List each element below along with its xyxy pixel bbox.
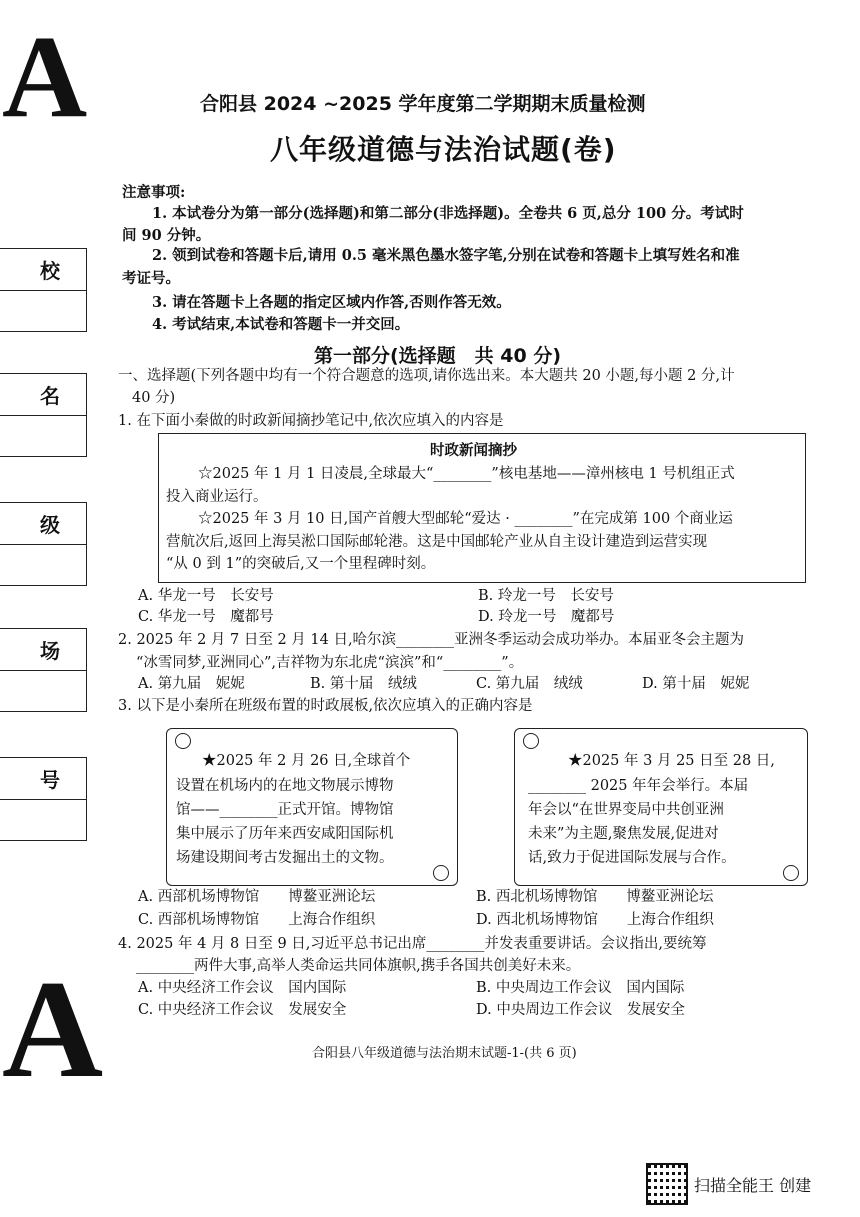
q3-right-line3: 年会以“在世界变局中共创亚洲 — [528, 802, 724, 818]
q3-right-line1: ★2025 年 3 月 25 日至 28 日, — [568, 753, 775, 769]
q2-stem-b: “冰雪同梦,亚洲同心”,吉祥物为东北虎“滨滨”和“________”。 — [136, 655, 524, 671]
q3-right-line4: 未来”为主题,聚焦发展,促进对 — [528, 826, 719, 842]
notice-item-2a: 2. 领到试卷和答题卡后,请用 0.5 毫米黑色墨水签字笔,分别在试卷和答题卡上填写姓名和准 — [152, 247, 740, 264]
corner-letter-bottom: A — [2, 952, 104, 1107]
sidebar-school-box — [0, 248, 87, 332]
sidebar-room-box — [0, 628, 87, 712]
q1-option-c[interactable]: C. 华龙一号 魔都号 — [138, 609, 274, 625]
q3-option-c[interactable]: C. 西部机场博物馆 上海合作组织 — [138, 912, 376, 928]
sidebar-name-box — [0, 373, 87, 457]
q1-stem: 1. 在下面小秦做的时政新闻摘抄笔记中,依次应填入的内容是 — [118, 413, 504, 429]
q3-left-line3: 馆——________正式开馆。博物馆 — [176, 802, 394, 818]
scroll-curl-icon — [433, 865, 449, 881]
q1-option-d[interactable]: D. 玲龙一号 魔都号 — [478, 609, 615, 625]
part1-instructions-a: 一、选择题(下列各题中均有一个符合题意的选项,请你选出来。本大题共 20 小题,每小题 2 分,计 — [118, 368, 735, 384]
q3-right-line2: ________ 2025 年年会举行。本届 — [528, 778, 749, 794]
sidebar-number-box — [0, 757, 87, 841]
q1-option-a[interactable]: A. 华龙一号 长安号 — [138, 588, 274, 604]
q3-option-d[interactable]: D. 西北机场博物馆 上海合作组织 — [476, 912, 714, 928]
page-footer: 合阳县八年级道德与法治期末试题-1-(共 6 页) — [312, 1046, 577, 1061]
q3-option-a[interactable]: A. 西部机场博物馆 博鳌亚洲论坛 — [138, 889, 376, 905]
q3-stem: 3. 以下是小秦所在班级布置的时政展板,依次应填入的正确内容是 — [118, 698, 533, 714]
q3-left-line2: 设置在机场内的在地文物展示博物 — [176, 778, 394, 794]
scroll-curl-icon — [523, 733, 539, 749]
sidebar-label-school: 校 — [40, 259, 60, 283]
sidebar-label-number: 号 — [40, 768, 60, 792]
q2-option-c[interactable]: C. 第九届 绒绒 — [476, 676, 583, 692]
q1-box-line1: ☆2025 年 1 月 1 日凌晨,全球最大“________”核电基地——漳州核电 1 号机组正式 — [198, 466, 735, 482]
scroll-curl-icon — [175, 733, 191, 749]
notice-item-1b: 间 90 分钟。 — [122, 227, 211, 244]
q1-box-line2: 投入商业运行。 — [166, 489, 268, 505]
sidebar-label-room: 场 — [40, 639, 60, 663]
q4-option-b[interactable]: B. 中央周边工作会议 国内国际 — [476, 980, 685, 996]
q1-box-line5: “从 0 到 1”的突破后,又一个里程碑时刻。 — [166, 556, 436, 572]
scroll-curl-icon — [783, 865, 799, 881]
q2-option-a[interactable]: A. 第九届 妮妮 — [138, 676, 245, 692]
q1-box-line4: 营航次后,返回上海吴淞口国际邮轮港。这是中国邮轮产业从自主设计建造到运营实现 — [166, 534, 708, 550]
corner-letter-top: A — [2, 11, 88, 142]
q2-option-b[interactable]: B. 第十届 绒绒 — [310, 676, 417, 692]
q3-option-b[interactable]: B. 西北机场博物馆 博鳌亚洲论坛 — [476, 889, 714, 905]
exam-header-line1: 合阳县 2024 ~2025 学年度第二学期期末质量检测 — [200, 93, 646, 115]
part1-title: 第一部分(选择题 共 40 分) — [314, 345, 562, 367]
q4-stem-b: ________两件大事,高举人类命运共同体旗帜,携手各国共创美好未来。 — [136, 958, 581, 974]
part1-instructions-b: 40 分) — [132, 390, 176, 406]
scanner-watermark: 扫描全能王 创建 — [694, 1176, 812, 1195]
q4-option-a[interactable]: A. 中央经济工作会议 国内国际 — [138, 980, 347, 996]
q1-option-b[interactable]: B. 玲龙一号 长安号 — [478, 588, 614, 604]
q4-option-d[interactable]: D. 中央周边工作会议 发展安全 — [476, 1002, 685, 1018]
qr-code-icon — [646, 1163, 688, 1205]
q1-box-title: 时政新闻摘抄 — [430, 442, 517, 459]
q3-left-line1: ★2025 年 2 月 26 日,全球首个 — [202, 753, 411, 769]
sidebar-class-box — [0, 502, 87, 586]
notice-item-3: 3. 请在答题卡上各题的指定区域内作答,否则作答无效。 — [152, 294, 511, 311]
q4-stem-a: 4. 2025 年 4 月 8 日至 9 日,习近平总书记出席________并发表重要讲话。会议指出,要统筹 — [118, 936, 707, 952]
q3-right-line5: 话,致力于促进国际发展与合作。 — [528, 850, 736, 866]
q3-left-line4: 集中展示了历年来西安咸阳国际机 — [176, 826, 394, 842]
exam-title: 八年级道德与法治试题(卷) — [270, 133, 617, 166]
notice-item-4: 4. 考试结束,本试卷和答题卡一并交回。 — [152, 316, 410, 333]
q3-left-line5: 场建设期间考古发掘出土的文物。 — [176, 850, 394, 866]
q4-option-c[interactable]: C. 中央经济工作会议 发展安全 — [138, 1002, 347, 1018]
notice-item-2b: 考证号。 — [122, 270, 180, 287]
q1-box-line3: ☆2025 年 3 月 10 日,国产首艘大型邮轮“爱达 · ________”在完成第 100 个商业运 — [198, 511, 733, 527]
q2-stem-a: 2. 2025 年 2 月 7 日至 2 月 14 日,哈尔滨________亚洲冬季运动会成功举办。本届亚冬会主题为 — [118, 632, 745, 648]
q2-option-d[interactable]: D. 第十届 妮妮 — [642, 676, 750, 692]
notice-item-1a: 1. 本试卷分为第一部分(选择题)和第二部分(非选择题)。全卷共 6 页,总分 100 分。考试时 — [152, 205, 744, 222]
sidebar-label-class: 级 — [40, 513, 60, 537]
sidebar-label-name: 名 — [40, 384, 60, 408]
notice-title: 注意事项: — [122, 184, 186, 201]
